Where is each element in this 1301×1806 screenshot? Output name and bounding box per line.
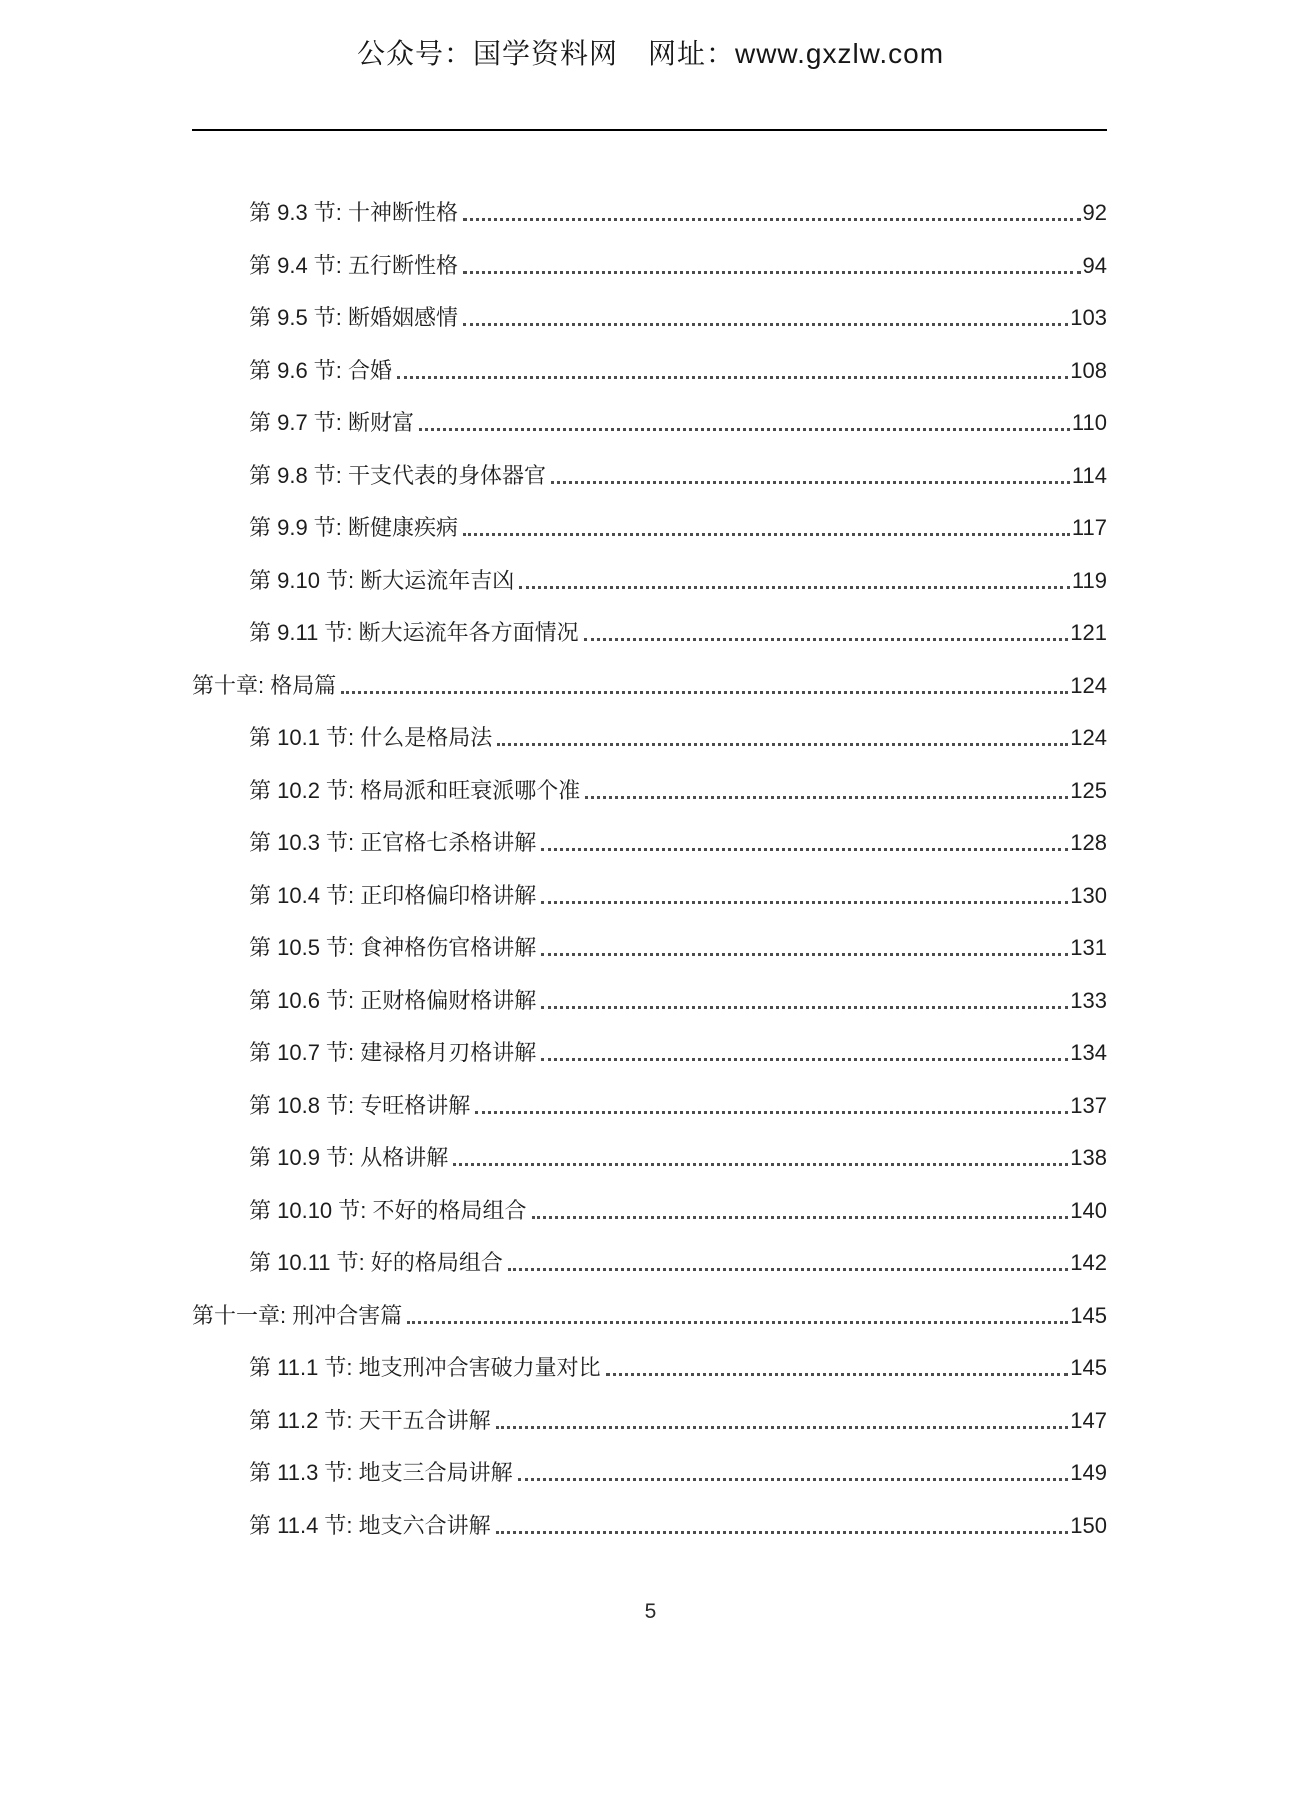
header-account-label: 公众号：国学资料网 <box>356 38 618 69</box>
toc-dot-leader <box>541 1006 1068 1009</box>
toc-entry-page: 133 <box>1070 987 1107 1013</box>
toc-entry <box>192 254 1107 307</box>
toc-dot-leader <box>532 1216 1069 1219</box>
toc-entry <box>192 1041 1107 1094</box>
toc-dot-leader <box>463 533 1070 536</box>
toc-dot-leader <box>518 1478 1069 1481</box>
toc-entry <box>192 1304 1107 1357</box>
toc-dot-leader <box>551 481 1070 484</box>
toc-entry <box>192 1514 1107 1567</box>
toc-dot-leader <box>541 901 1068 904</box>
toc-entry-title: 第 9.10 节: 断大运流年吉凶 <box>249 567 515 593</box>
toc-entry-page: 145 <box>1070 1355 1107 1380</box>
toc-entry <box>192 1461 1107 1514</box>
toc-entry-title: 第十一章: 刑冲合害篇 <box>192 1302 403 1328</box>
toc-entry <box>192 411 1107 464</box>
toc-dot-leader <box>463 323 1068 326</box>
toc-entry <box>192 1356 1107 1409</box>
toc-entry-page: 131 <box>1070 935 1107 960</box>
toc-entry <box>192 936 1107 989</box>
toc-entry-title: 第 10.8 节: 专旺格讲解 <box>249 1092 471 1118</box>
toc-entry-page: 125 <box>1070 777 1107 803</box>
toc-entry-title: 第 10.4 节: 正印格偏印格讲解 <box>249 882 537 908</box>
toc-entry <box>192 1199 1107 1252</box>
toc-entry <box>192 306 1107 359</box>
toc-dot-leader <box>606 1373 1069 1376</box>
toc-entry-title: 第 10.9 节: 从格讲解 <box>249 1145 449 1170</box>
page-number: 5 <box>644 1600 657 1623</box>
toc-entry-title: 第 10.2 节: 格局派和旺衰派哪个准 <box>249 777 581 803</box>
toc-entry-title: 第 11.3 节: 地支三合局讲解 <box>249 1460 513 1485</box>
toc-dot-leader <box>497 743 1068 746</box>
toc-entry-page: 124 <box>1070 672 1107 698</box>
toc-entry-page: 110 <box>1071 410 1107 435</box>
toc-entry-page: 150 <box>1070 1512 1107 1538</box>
toc-entry <box>192 359 1107 412</box>
toc-entry-page: 92 <box>1082 200 1107 225</box>
toc-entry <box>192 726 1107 779</box>
toc-entry-page: 124 <box>1070 725 1107 750</box>
toc-entry-title: 第 9.3 节: 十神断性格 <box>249 200 459 225</box>
toc-entry-title: 第十章: 格局篇 <box>192 672 337 698</box>
toc-entry <box>192 1251 1107 1304</box>
toc-entry-page: 128 <box>1070 830 1107 855</box>
toc-entry <box>192 1094 1107 1147</box>
toc-entry-page: 130 <box>1070 882 1107 908</box>
toc-entry-title: 第 10.6 节: 正财格偏财格讲解 <box>249 987 537 1013</box>
toc-entry <box>192 989 1107 1042</box>
toc-entry-page: 137 <box>1070 1092 1107 1118</box>
toc-dot-leader <box>541 953 1068 956</box>
toc-entry <box>192 779 1107 832</box>
toc-entry <box>192 569 1107 622</box>
toc-entry-title: 第 10.1 节: 什么是格局法 <box>249 725 493 750</box>
toc-entry-page: 121 <box>1070 620 1107 645</box>
toc-entry-title: 第 11.4 节: 地支六合讲解 <box>249 1512 491 1538</box>
toc-entry <box>192 884 1107 937</box>
toc-dot-leader <box>463 271 1080 274</box>
toc-entry-title: 第 9.5 节: 断婚姻感情 <box>249 305 459 330</box>
toc-entry <box>192 674 1107 727</box>
toc-dot-leader <box>508 1268 1068 1271</box>
toc-dot-leader <box>453 1163 1068 1166</box>
toc-dot-leader <box>419 428 1070 431</box>
toc-entry <box>192 831 1107 884</box>
toc-entry-title: 第 9.9 节: 断健康疾病 <box>249 515 459 540</box>
toc-entry-title: 第 10.10 节: 不好的格局组合 <box>249 1197 527 1223</box>
toc-entry-title: 第 9.6 节: 合婚 <box>249 357 393 383</box>
toc-entry-title: 第 10.5 节: 食神格伤官格讲解 <box>249 935 537 960</box>
toc-entry-page: 108 <box>1070 357 1107 383</box>
toc-entry-page: 149 <box>1070 1460 1107 1485</box>
toc-entry-title: 第 9.7 节: 断财富 <box>249 410 415 435</box>
toc-dot-leader <box>496 1426 1069 1429</box>
toc-dot-leader <box>496 1531 1069 1534</box>
toc-entry-page: 138 <box>1070 1145 1107 1170</box>
toc-entry-page: 94 <box>1082 252 1107 278</box>
toc-entry-page: 103 <box>1070 305 1107 330</box>
toc-dot-leader <box>585 796 1068 799</box>
toc-entry-title: 第 9.8 节: 干支代表的身体器官 <box>249 462 547 488</box>
toc-entry-page: 147 <box>1070 1407 1107 1433</box>
toc-entry-title: 第 10.11 节: 好的格局组合 <box>249 1250 503 1275</box>
toc-entry-title: 第 10.3 节: 正官格七杀格讲解 <box>249 830 537 855</box>
page-header <box>0 38 1301 70</box>
toc-entry-title: 第 9.11 节: 断大运流年各方面情况 <box>249 620 579 645</box>
toc-entry <box>192 1146 1107 1199</box>
toc-entry <box>192 201 1107 254</box>
toc-dot-leader <box>463 218 1080 221</box>
toc-dot-leader <box>519 586 1070 589</box>
toc-entry-title: 第 11.2 节: 天干五合讲解 <box>249 1407 491 1433</box>
toc-entry <box>192 621 1107 674</box>
toc-dot-leader <box>475 1111 1068 1114</box>
toc-entry <box>192 516 1107 569</box>
toc-entry-page: 114 <box>1071 462 1107 488</box>
toc-entry-page: 117 <box>1071 515 1107 540</box>
toc-entry-page: 134 <box>1070 1040 1107 1065</box>
toc-entry <box>192 1409 1107 1462</box>
toc-dot-leader <box>584 638 1069 641</box>
toc-entry-page: 119 <box>1071 567 1107 593</box>
toc-entry-page: 145 <box>1070 1302 1107 1328</box>
header-website-label: 网址：www.gxzlw.com <box>647 38 945 69</box>
toc-dot-leader <box>541 848 1068 851</box>
table-of-contents <box>192 201 1107 1566</box>
toc-entry <box>192 464 1107 517</box>
toc-entry-title: 第 10.7 节: 建禄格月刃格讲解 <box>249 1040 537 1065</box>
toc-dot-leader <box>407 1321 1068 1324</box>
toc-dot-leader <box>397 376 1068 379</box>
toc-dot-leader <box>541 1058 1068 1061</box>
toc-entry-page: 142 <box>1070 1250 1107 1275</box>
toc-entry-page: 140 <box>1070 1197 1107 1223</box>
header-divider <box>192 129 1107 131</box>
toc-entry-title: 第 9.4 节: 五行断性格 <box>249 252 459 278</box>
toc-entry-title: 第 11.1 节: 地支刑冲合害破力量对比 <box>249 1355 601 1380</box>
toc-dot-leader <box>341 691 1068 694</box>
